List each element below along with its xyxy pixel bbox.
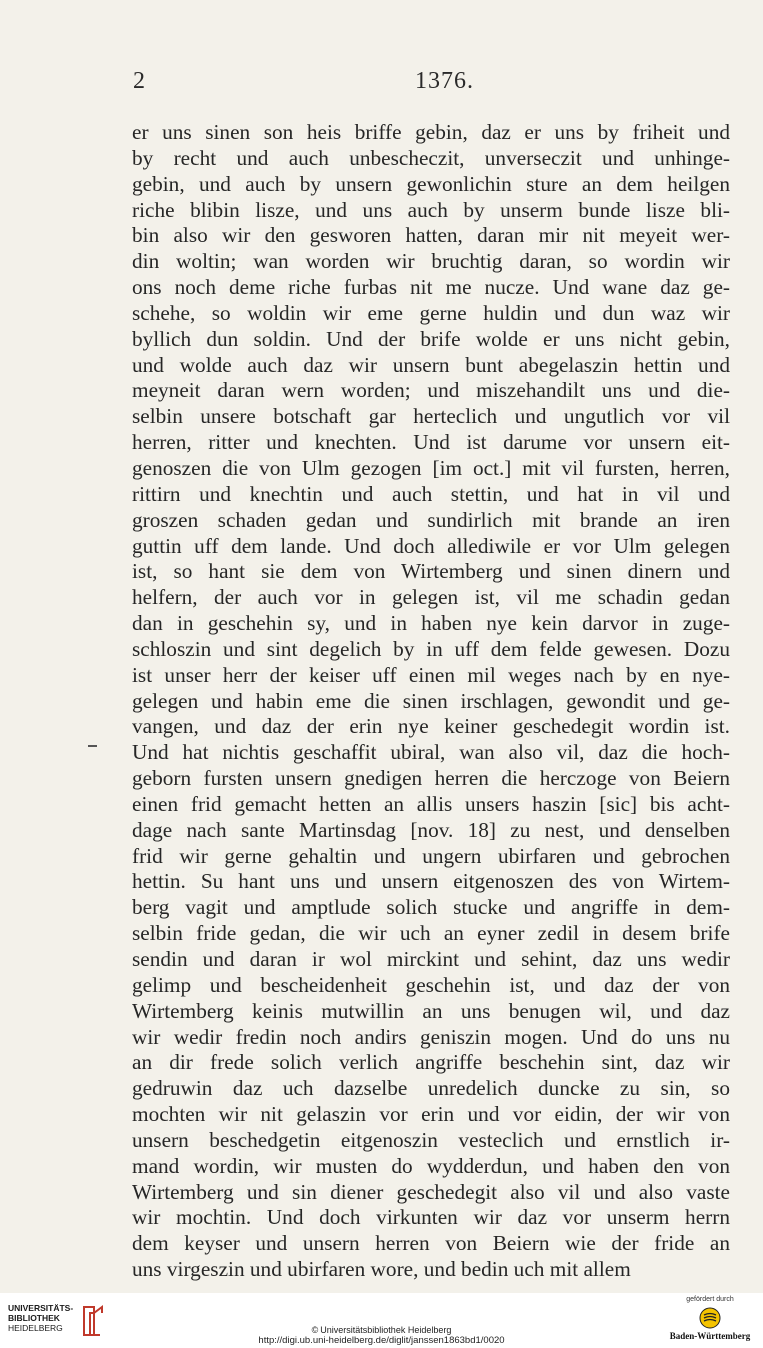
text-line: hettin. Su hant uns und unsern eitgenoszen des von Wirtem- (132, 869, 730, 894)
state-crest-icon (699, 1307, 721, 1329)
text-line: Und hat nichtis geschaffit ubiral, wan also vil, daz die hoch- (132, 740, 730, 765)
text-line: gelimp und bescheidenheit geschehin ist, und daz der von (132, 972, 730, 997)
text-line: einen frid gemacht hetten an allis unsers haszin [sic] bis acht- (132, 791, 730, 816)
library-name-line3: HEIDELBERG (8, 1323, 63, 1333)
page-header (133, 68, 730, 102)
text-line: berg vagit und amptlude solich stucke und angriffe in dem- (132, 895, 730, 920)
copyright-notice (0, 1325, 763, 1335)
text-line: ist, so hant sie dem von Wirtemberg und sinen dinern und (132, 559, 730, 584)
page-heading-year: 1376. (415, 68, 474, 94)
text-line: gedruwin daz uch dazselbe unredelich duncke zu sin, so (132, 1076, 730, 1101)
library-name-line2: BIBLIOTHEK (8, 1313, 60, 1323)
text-line: Wirtemberg keinis mutwillin an uns benugen wil, und daz (132, 998, 730, 1023)
text-line: wir wedir fredin noch andirs geniszin mogen. Und do uns nu (132, 1024, 730, 1049)
text-line: riche blibin lisze, und uns auch by unserm bunde lisze bli- (132, 197, 730, 222)
page-number: 2 (133, 68, 145, 94)
text-line: ons noch deme riche furbas nit me nucze. Und wane daz ge- (132, 275, 730, 300)
text-line: herren, ritter und knechten. Und ist darume vor unsern eit- (132, 430, 730, 455)
text-line: an dir frede solich verlich angriffe beschehin sint, daz wir (132, 1050, 730, 1075)
copyright-icon: © (311, 1325, 319, 1335)
text-line: unsern beschedgetin eitgenoszin vesteclich und ernstlich ir- (132, 1127, 730, 1152)
text-line: ist unser herr der keiser uff einen mil weges nach by en nye- (132, 662, 730, 687)
text-line: mand wordin, wir musten do wydderdun, und haben den von (132, 1153, 730, 1178)
sponsor-label: gefördert durch (686, 1296, 734, 1303)
text-line: helfern, der auch vor in gelegen ist, vil me schadin gedan (132, 585, 730, 610)
text-line: gelegen und habin eme die sinen irschlagen, gewondit und ge- (132, 688, 730, 713)
text-line: uns virgeszin und ubirfaren wore, und bedin uch mit allem (132, 1257, 631, 1282)
text-line: meyneit daran wern worden; und miszehandilt uns und die- (132, 378, 730, 403)
sponsor-name: Baden-Württemberg (669, 1331, 751, 1341)
text-line: frid wir gerne gehaltin und ungern ubirfaren und gebrochen (132, 843, 730, 868)
text-line: dem keyser und unsern herren von Beiern wie der fride an (132, 1231, 730, 1256)
text-line: selbin unsere botschaft gar herteclich und ungutlich vor vil (132, 404, 730, 429)
text-line: gebin, und auch by unsern gewonlichin sture an dem heilgen (132, 171, 730, 196)
text-line: byllich dun soldin. Und der brife wolde er uns nicht gebin, (132, 326, 730, 351)
text-line: Wirtemberg und sin diener geschedegit also vil und also vaste (132, 1179, 730, 1204)
text-line: vangen, und daz der erin nye keiner geschedegit wordin ist. (132, 714, 730, 739)
text-line: groszen schaden gedan und sundirlich mit brande an iren (132, 507, 730, 532)
text-line: schehe, so woldin wir eme gerne huldin und dun waz wir (132, 300, 730, 325)
text-line: und wolde auch daz wir unsern bunt abegelaszin hettin und (132, 352, 730, 377)
text-line: wir mochtin. Und doch virkunten wir daz vor unserm herrn (132, 1205, 730, 1230)
text-line: mochten wir nit gelaszin vor erin und vor eidin, der wir von (132, 1102, 730, 1127)
text-line: schloszin und sint degelich by in uff dem felde gewesen. Dozu (132, 636, 730, 661)
text-line: er uns sinen son heis briffe gebin, daz er uns by friheit und (132, 120, 730, 144)
text-line: geborn fursten unsern gnedigen herren die herczoge von Beiern (132, 766, 730, 791)
text-line: guttin uff dem lande. Und doch allediwile er vor Ulm gelegen (132, 533, 730, 558)
text-line: dan in geschehin sy, und in haben nye kein darvor in zuge- (132, 611, 730, 636)
copyright-text: Universitätsbibliothek Heidelberg (320, 1325, 452, 1335)
text-line: genoszen die von Ulm gezogen [im oct.] mit vil fursten, herren, (132, 455, 730, 480)
sponsor-logo[interactable] (665, 1296, 755, 1346)
library-name-line1: UNIVERSITÄTS- (8, 1303, 74, 1313)
text-line: sendin und daran ir wol mirckint und sehint, daz uns wedir (132, 947, 730, 971)
permalink-url[interactable]: http://digi.ub.uni-heidelberg.de/diglit/janssen1863bd1/0020 (258, 1335, 505, 1346)
text-line: dage nach sante Martinsdag [nov. 18] zu nest, und denselben (132, 817, 730, 842)
text-line: rittirn und knechtin und auch stettin, und hat in vil und (132, 481, 730, 506)
footer-bar (0, 1293, 763, 1348)
text-line: selbin fride gedan, die wir uch an eyner zedil in desem brife (132, 921, 730, 946)
text-line: by recht und auch unbescheczit, unverseczit und unhinge- (132, 145, 730, 170)
margin-mark (88, 745, 97, 747)
text-line: bin also wir den gesworen hatten, daran mir nit meyeit wer- (132, 223, 730, 248)
text-line: din woltin; wan worden wir bruchtig daran, so wordin wir (132, 249, 730, 274)
body-text (132, 120, 730, 1283)
